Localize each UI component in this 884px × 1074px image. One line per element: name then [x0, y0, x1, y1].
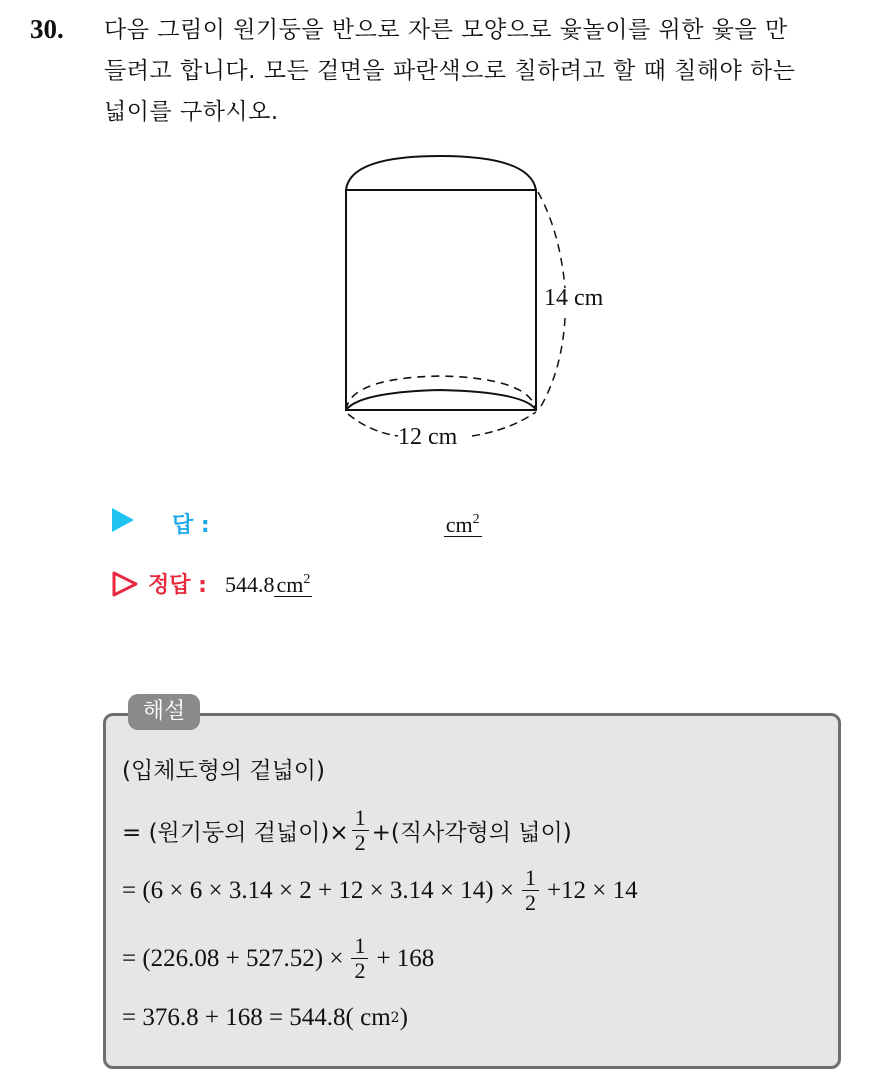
- explanation-line-4: [122, 934, 434, 983]
- height-label: 14 cm: [544, 285, 604, 311]
- answer-blank-unit[interactable]: [444, 509, 482, 537]
- diameter-label: 12 cm: [398, 424, 458, 450]
- fraction-denominator: 2: [354, 830, 366, 855]
- fraction-half: [522, 866, 539, 915]
- explanation-line-1: [122, 752, 325, 785]
- explanation-line-2: [122, 806, 572, 855]
- fraction-numerator: 1: [522, 866, 539, 891]
- fraction-half: [351, 934, 368, 983]
- fraction-numerator: 1: [352, 806, 369, 831]
- fraction-half: [352, 806, 369, 855]
- correct-answer-row: [112, 568, 312, 599]
- correct-answer-value: 544.8: [224, 572, 275, 597]
- correct-answer-unit-exponent: 2: [303, 572, 311, 587]
- explanation-line-5-a: = 376.8 + 168 = 544.8( cm: [122, 1004, 391, 1031]
- question-line-2: 들려고 합니다. 모든 겉면을 파란색으로 칠하려고 할 때 칠해야 하는: [104, 58, 796, 84]
- question-line-1: 다음 그림이 원기둥을 반으로 자른 모양으로 윷놀이를 위한 윷을 만: [104, 17, 788, 43]
- bottom-back-arc: [346, 376, 536, 410]
- explanation-line-3-b: +12 × 14: [546, 876, 638, 904]
- top-arc: [346, 156, 536, 190]
- explanation-line-5: [122, 1004, 408, 1032]
- explanation-line-1-text: (입체도형의 겉넓이): [122, 758, 326, 784]
- correct-answer-label: 정답 :: [148, 573, 207, 598]
- answer-row: [112, 508, 482, 539]
- explanation-line-4-a: = (226.08 + 527.52) ×: [122, 944, 344, 972]
- bottom-front-arc: [346, 390, 536, 410]
- answer-unit-exponent: 2: [472, 512, 480, 527]
- explanation-line-2-b: +(직사각형의 넓이): [371, 820, 572, 846]
- front-rectangle: [346, 190, 536, 410]
- fraction-denominator: 2: [524, 890, 536, 915]
- fraction-numerator: 1: [351, 934, 368, 959]
- answer-unit: cm: [445, 512, 473, 537]
- play-triangle-icon: [112, 508, 134, 532]
- explanation-line-5-b: ): [399, 1004, 408, 1031]
- half-cylinder-figure: [0, 0, 884, 480]
- answer-label: 답 :: [172, 513, 210, 538]
- question-number: 30.: [30, 14, 64, 44]
- explanation-line-3-a: = (6 × 6 × 3.14 × 2 + 12 × 3.14 × 14) ×: [122, 876, 514, 904]
- correct-answer-unit-wrap: [274, 569, 312, 597]
- explanation-line-4-b: + 168: [376, 944, 435, 972]
- question-line-3: 넓이를 구하시오.: [104, 99, 279, 125]
- correct-answer-unit: cm: [276, 572, 304, 597]
- explanation-tab: 해설: [128, 694, 200, 730]
- explanation-line-2-a: = (원기둥의 겉넓이)×: [122, 820, 349, 846]
- fraction-denominator: 2: [354, 958, 366, 983]
- explanation-line-3: [122, 866, 638, 915]
- explanation-line-5-exponent: 2: [390, 1010, 400, 1026]
- outline-triangle-icon: [112, 571, 138, 597]
